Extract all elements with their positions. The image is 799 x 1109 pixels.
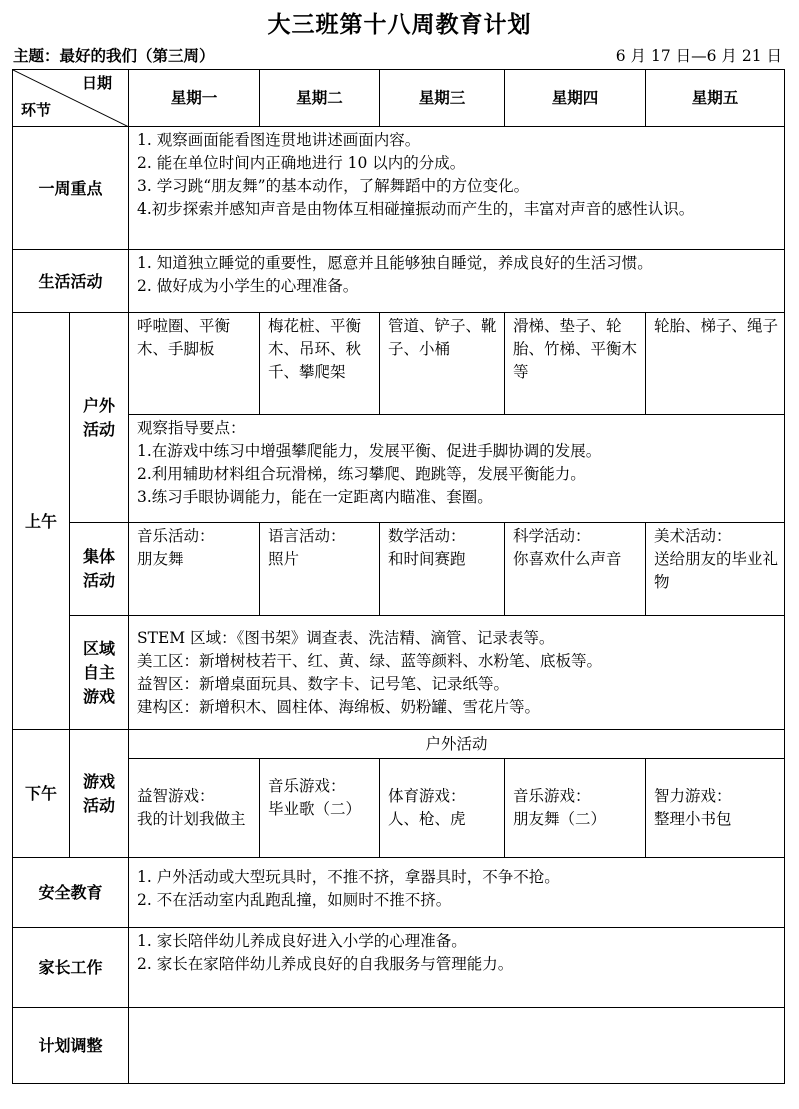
activity-name: 朋友舞 [137,550,184,568]
group-tue [260,523,380,616]
life-activities-content [129,250,785,313]
group-fri [646,523,785,616]
game-type: 音乐游戏： [268,777,346,795]
list-item: 建构区：新增积木、圆柱体、海绵板、奶粉罐、雪花片等。 [137,697,541,716]
game-name: 朋友舞（二） [513,810,607,828]
game-type: 体育游戏： [388,787,466,805]
game-fri [646,759,785,858]
outdoor-tue: 梅花桩、平衡木、吊环、秋千、攀爬架 [260,313,380,415]
outdoor-guidance-row [13,415,785,523]
afternoon-banner: 户外活动 [129,730,785,759]
day-header-mon: 星期一 [129,70,260,127]
group-mon [129,523,260,616]
game-name: 毕业歌（二） [268,800,362,818]
list-item: 4.初步探索并感知声音是由物体互相碰撞振动而产生的，丰富对声音的感性认识。 [137,200,695,218]
afternoon-banner-row [13,730,785,759]
header-row [13,70,785,127]
game-type: 智力游戏： [654,787,732,805]
game-mon [129,759,260,858]
group-activities-row [13,523,785,616]
weekly-focus-content [129,127,785,250]
corner-segment-label: 环节 [21,101,52,119]
date-range: 6 月 17 日—6 月 21 日 [615,47,782,65]
list-item: 1.在游戏中练习中增强攀爬能力，发展平衡、促进手脚协调的发展。 [137,442,602,460]
outdoor-activities-label [70,313,129,523]
area-games-row [13,616,785,730]
parents-label: 家长工作 [13,928,129,1008]
list-item: 益智区：新增桌面玩具、数字卡、记号笔、记录纸等。 [137,674,510,693]
group-wed [380,523,505,616]
list-item: 2. 能在单位时间内正确地进行 10 以内的分成。 [137,154,466,172]
corner-date-label: 日期 [81,74,112,92]
activity-name: 照片 [268,550,300,568]
game-tue [260,759,380,858]
game-name: 我的计划我做主 [137,810,246,828]
activity-name: 送给朋友的毕业礼物 [654,550,779,591]
list-item: 美工区：新增树枝若干、红、黄、绿、蓝等颜料、水粉笔、底板等。 [137,651,603,670]
safety-row [13,858,785,928]
outdoor-fri: 轮胎、梯子、绳子 [646,313,785,415]
group-thu [505,523,646,616]
outdoor-wed: 管道、铲子、靴子、小桶 [380,313,505,415]
activity-type: 数学活动： [388,527,466,545]
day-header-wed: 星期三 [380,70,505,127]
game-thu [505,759,646,858]
outdoor-mon: 呼啦圈、平衡木、手脚板 [129,313,260,415]
adjustment-row [13,1008,785,1084]
day-header-thu: 星期四 [505,70,646,127]
activity-type: 美术活动： [654,527,732,545]
safety-content [129,858,785,928]
plan-table [12,69,785,1084]
list-item: 2. 不在活动室内乱跑乱撞，如厕时不推不挤。 [137,891,452,909]
game-wed [380,759,505,858]
guidance-title: 观察指导要点： [137,419,246,437]
afternoon-label: 下午 [13,730,70,858]
game-activities-label-text: 游戏活动 [82,771,115,815]
adjustment-content[interactable] [129,1008,785,1084]
list-item: 3.练习手眼协调能力，能在一定距离内瞄准、套圈。 [137,488,493,506]
list-item: 1. 家长陪伴幼儿养成良好进入小学的心理准备。 [137,932,467,950]
area-games-label-text: 区域自主游戏 [82,638,115,706]
afternoon-games-row [13,759,785,858]
parents-content [129,928,785,1008]
game-type: 音乐游戏： [513,787,591,805]
area-games-content [129,616,785,730]
parents-row [13,928,785,1008]
activity-name: 你喜欢什么声音 [513,550,622,568]
theme-label: 主题：最好的我们（第三周） [13,47,215,65]
list-item: 2. 做好成为小学生的心理准备。 [137,277,359,295]
activity-type: 音乐活动： [137,527,215,545]
list-item: 2.利用辅助材料组合玩滑梯，练习攀爬、跑跳等，发展平衡能力。 [137,465,586,483]
outdoor-equipment-row [13,313,785,415]
adjustment-label: 计划调整 [13,1008,129,1084]
outdoor-guidance-content [129,415,785,523]
day-header-fri: 星期五 [646,70,785,127]
list-item: 1. 户外活动或大型玩具时，不推不挤，拿器具时，不争不抢。 [137,868,560,886]
page-title: 大三班第十八周教育计划 [267,12,532,38]
corner-cell [13,70,129,127]
activity-type: 语言活动： [268,527,346,545]
activity-name: 和时间赛跑 [388,550,466,568]
life-activities-label: 生活活动 [13,250,129,313]
morning-label: 上午 [13,313,70,730]
game-activities-label [70,730,129,858]
game-name: 整理小书包 [654,810,732,828]
list-item: 3. 学习跳“朋友舞”的基本动作，了解舞蹈中的方位变化。 [137,177,530,195]
list-item: STEM 区域：《图书架》调查表、洗洁精、滴管、记录表等。 [137,628,555,647]
game-type: 益智游戏： [137,787,215,805]
group-activities-label [70,523,129,616]
outdoor-thu: 滑梯、垫子、轮胎、竹梯、平衡木等 [505,313,646,415]
weekly-focus-label: 一周重点 [13,127,129,250]
day-header-tue: 星期二 [260,70,380,127]
activity-type: 科学活动： [513,527,591,545]
life-activities-row [13,250,785,313]
outdoor-activities-label-text: 户外活动 [82,395,115,439]
game-name: 人、枪、虎 [388,810,466,828]
weekly-focus-row [13,127,785,250]
list-item: 2. 家长在家陪伴幼儿养成良好的自我服务与管理能力。 [137,955,514,973]
list-item: 1. 知道独立睡觉的重要性，愿意并且能够独自睡觉，养成良好的生活习惯。 [137,254,653,272]
group-activities-label-text: 集体活动 [82,547,115,590]
area-games-label [70,616,129,730]
list-item: 1. 观察画面能看图连贯地讲述画面内容。 [137,131,421,149]
safety-label: 安全教育 [13,858,129,928]
